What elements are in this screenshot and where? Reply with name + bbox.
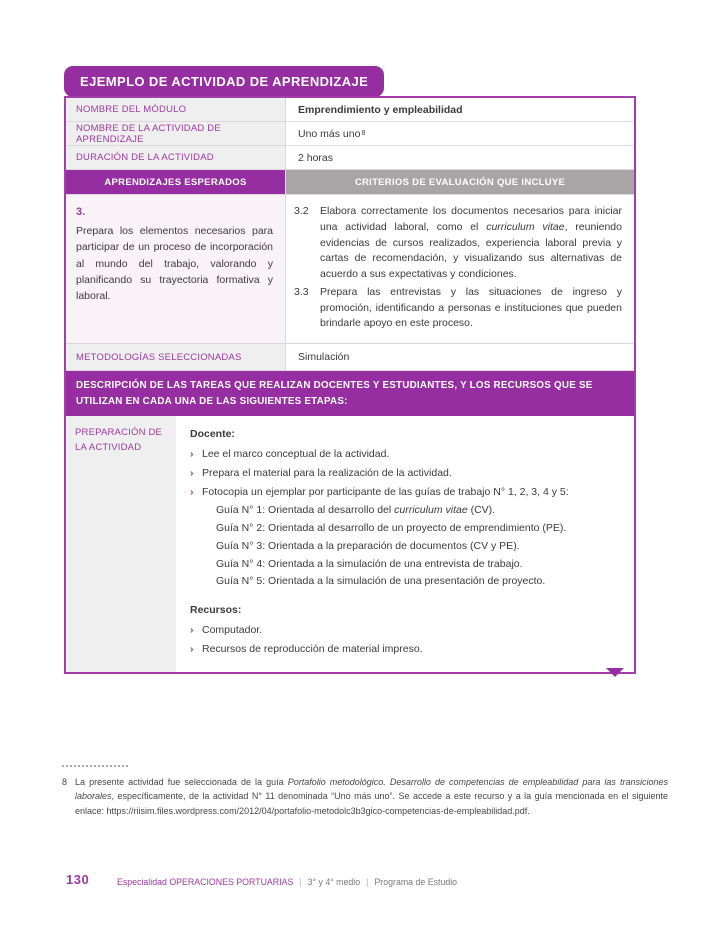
guide-item bbox=[216, 557, 618, 573]
footnote-block bbox=[62, 765, 668, 818]
footnote-url-link[interactable]: https://riisim.files.wordpress.com/2012/04/portafolio-metodolc3b3gico-competencias-de-empleabilidad.pdf bbox=[106, 805, 528, 816]
evaluation-criteria-header: CRITERIOS DE EVALUACIÓN QUE INCLUYE bbox=[286, 170, 634, 194]
guide-text-part: Guía N° 3: Orientada a la preparación de documentos (CV y PE). bbox=[216, 539, 520, 552]
criterion-item bbox=[294, 204, 622, 283]
guide-text-part: Guía N° 5: Orientada a la simulación de una presentación de proyecto. bbox=[216, 575, 546, 588]
footnote-text-part: La presente actividad fue seleccionada de la guía bbox=[75, 777, 288, 787]
guide-item bbox=[216, 503, 618, 519]
list-item bbox=[190, 485, 618, 501]
stage-label: PREPARACIÓN DE LA ACTIVIDAD bbox=[66, 416, 176, 672]
criterion-number: 3.3 bbox=[294, 285, 309, 298]
guide-text-part: (CV). bbox=[467, 504, 496, 517]
duration-value: 2 horas bbox=[298, 151, 334, 164]
table-header-row bbox=[66, 170, 634, 195]
criterion-text bbox=[320, 204, 622, 283]
criterion-text-part: , reuniendo evidencias de cursos realizados, experiencia laboral previa y cartas de recomendación, y visualizando sus alternativas de acuerdo a sus expectativas y condiciones. bbox=[320, 220, 622, 280]
activity-name-text: Uno más uno bbox=[298, 127, 361, 140]
footnote-text bbox=[75, 775, 668, 818]
list-item bbox=[190, 447, 618, 463]
footer-specialty: Especialidad OPERACIONES PORTUARIAS bbox=[117, 877, 294, 887]
footer-separator: | bbox=[366, 877, 369, 887]
guide-text-italic: curriculum vitae bbox=[394, 504, 468, 517]
criterion-text-part: Elabora correctamente los documentos necesarios para iniciar una actividad laboral, como el bbox=[320, 205, 622, 233]
activity-example-title-tab bbox=[64, 66, 384, 97]
guides-list bbox=[216, 503, 618, 590]
bullet-icon: › bbox=[190, 466, 194, 479]
list-item bbox=[190, 466, 618, 482]
footnote-marker: 8 bbox=[361, 130, 366, 137]
learning-content-row bbox=[66, 195, 634, 344]
table-row bbox=[66, 344, 634, 371]
table-row bbox=[66, 146, 634, 170]
list-item bbox=[190, 642, 618, 658]
list-item-text: Recursos de reproducción de material impreso. bbox=[202, 642, 423, 655]
criterion-text bbox=[320, 285, 622, 332]
guide-text-part: Guía N° 1: Orientada al desarrollo del bbox=[216, 504, 395, 517]
methodology-value: Simulación bbox=[298, 351, 350, 363]
evaluation-criteria-cell bbox=[286, 195, 634, 343]
list-item-text: Computador. bbox=[202, 623, 263, 636]
footnote-text-part: . bbox=[527, 805, 530, 816]
list-item-text: Lee el marco conceptual de la actividad. bbox=[202, 448, 390, 461]
expected-learning-header: APRENDIZAJES ESPERADOS bbox=[66, 170, 286, 194]
criterion-text-italic: curriculum vitae bbox=[486, 220, 565, 233]
criterion-number: 3.2 bbox=[294, 205, 309, 217]
table-row bbox=[66, 122, 634, 146]
preparation-row bbox=[66, 416, 634, 672]
bullet-icon: › bbox=[190, 642, 194, 655]
methodology-label: METODOLOGÍAS SELECCIONADAS bbox=[66, 344, 286, 370]
footnote-text-italic: Portafolio metodológico. Desarrollo de competencias de empleabilidad para las transiciones laborales bbox=[75, 777, 668, 802]
list-item bbox=[190, 623, 618, 639]
criterion-text-part: Prepara las entrevistas y las situaciones de ingreso y promoción, identificando a personas e instituciones que pueden brindarle apoyo en este proceso. bbox=[320, 285, 622, 330]
bullet-icon: › bbox=[190, 623, 194, 636]
guide-item bbox=[216, 574, 618, 590]
recursos-heading: Recursos: bbox=[190, 604, 242, 617]
guide-item bbox=[216, 539, 618, 555]
guide-text-part: Guía N° 4: Orientada a la simulación de una entrevista de trabajo. bbox=[216, 557, 523, 570]
footer-separator: | bbox=[299, 877, 302, 887]
guide-text-part: Guía N° 2: Orientada al desarrollo de un proyecto de emprendimiento (PE). bbox=[216, 522, 567, 535]
module-name-value: Emprendimiento y empleabilidad bbox=[298, 103, 463, 116]
bullet-icon: › bbox=[190, 485, 194, 498]
criterion-item bbox=[294, 285, 622, 332]
list-item-text: Fotocopia un ejemplar por participante de las guías de trabajo N° 1, 2, 3, 4 y 5: bbox=[202, 485, 569, 498]
expected-learning-number: 3. bbox=[76, 206, 86, 218]
continuation-arrow-icon bbox=[606, 668, 624, 677]
list-item-text: Prepara el material para la realización de la actividad. bbox=[202, 466, 452, 479]
expected-learning-cell bbox=[66, 195, 286, 343]
footnote-text-part: , específicamente, de la actividad N° 11 denominada “Uno más uno”. Se accede a este recurso y a la guía mencionada en el siguiente enlace: bbox=[75, 791, 668, 816]
docente-heading: Docente: bbox=[190, 428, 235, 441]
footnote-number: 8 bbox=[62, 777, 68, 787]
footnote-separator bbox=[62, 765, 128, 767]
activity-name-value bbox=[286, 122, 634, 145]
activity-table bbox=[64, 96, 636, 674]
title-tab-label: EJEMPLO DE ACTIVIDAD DE APRENDIZAJE bbox=[80, 74, 369, 89]
table-row bbox=[66, 98, 634, 122]
footnote bbox=[62, 775, 668, 818]
footer-grade: 3° y 4° medio bbox=[307, 877, 361, 887]
activity-name-label: NOMBRE DE LA ACTIVIDAD DE APRENDIZAJE bbox=[66, 122, 286, 145]
duration-label: DURACIÓN DE LA ACTIVIDAD bbox=[66, 146, 286, 169]
footer-line bbox=[117, 877, 457, 887]
expected-learning-text: Prepara los elementos necesarios para participar de un proceso de incorporación al mundo del trabajo, valorando y planificando su trayectoria formativa y laboral. bbox=[76, 225, 273, 303]
tasks-description-banner: DESCRIPCIÓN DE LAS TAREAS QUE REALIZAN DOCENTES Y ESTUDIANTES, Y LOS RECURSOS QUE SE UTILIZAN EN CADA UNA DE LAS SIGUIENTES ETAPAS: bbox=[66, 371, 634, 416]
bullet-icon: › bbox=[190, 448, 194, 461]
tasks-cell bbox=[176, 416, 634, 672]
page-number: 130 bbox=[66, 872, 90, 887]
guide-item bbox=[216, 521, 618, 537]
footer-program: Programa de Estudio bbox=[374, 877, 458, 887]
module-name-label: NOMBRE DEL MÓDULO bbox=[66, 98, 286, 121]
